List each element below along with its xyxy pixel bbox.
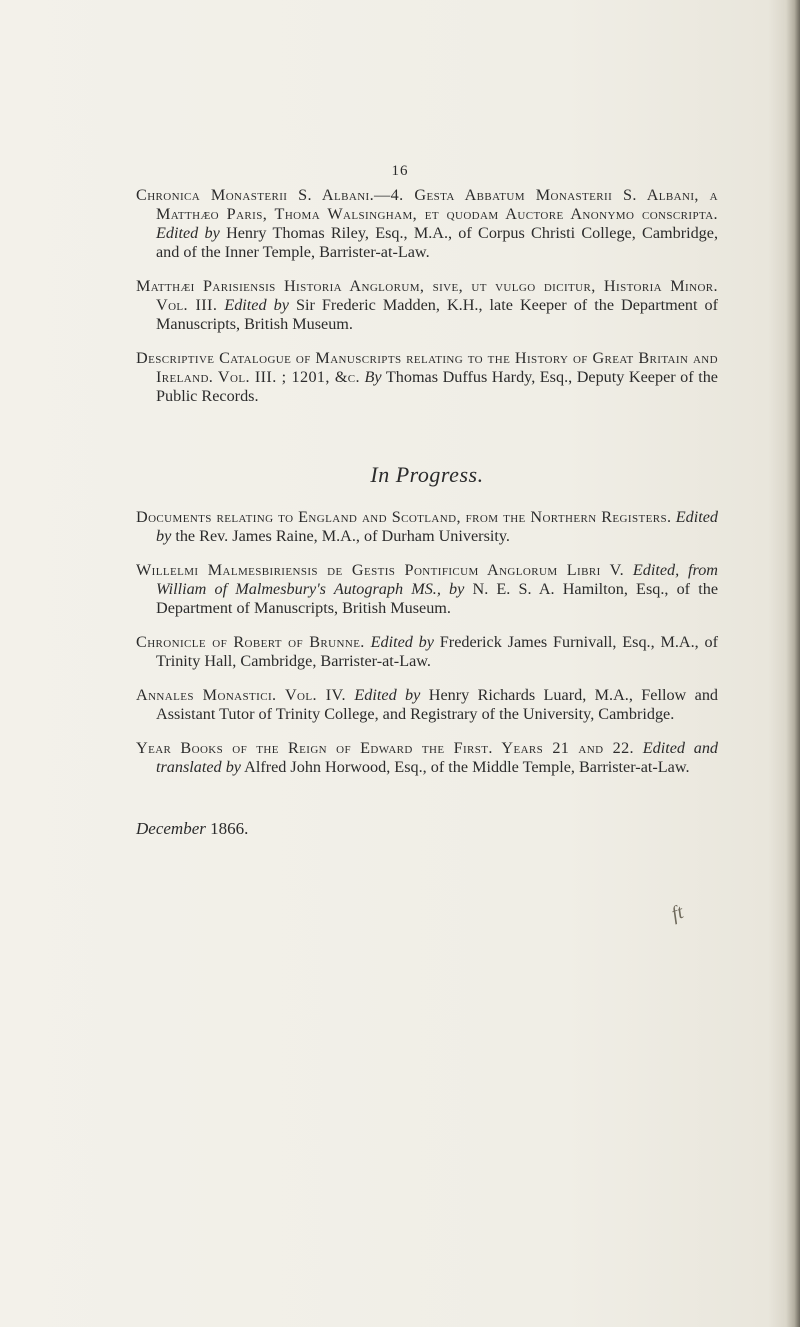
catalogue-content	[136, 186, 718, 839]
entry-editor-label: Edited by	[224, 296, 289, 314]
catalogue-entry	[136, 186, 718, 262]
entry-title: Documents relating to England and Scotland, from the Northern Registers.	[136, 508, 672, 526]
dateline-month: December	[136, 819, 206, 838]
catalogue-entry	[136, 349, 718, 406]
entry-editor-details: Henry Richards Luard, M.A., Fellow and Assistant Tutor of Trinity College, and Registrary of the University, Cambridge.	[156, 686, 719, 723]
entry-title: Chronicle of Robert of Brunne.	[136, 633, 365, 651]
in-progress-entries	[136, 508, 718, 777]
catalogue-entry	[136, 277, 718, 334]
entry-editor-label: Edited, from William of Malmesbury's Autograph MS., by	[156, 561, 718, 598]
entry-editor-details: Alfred John Horwood, Esq., of the Middle Temple, Barrister-at-Law.	[244, 758, 690, 776]
entry-editor-label: Edited by	[156, 224, 220, 242]
catalogue-entry	[136, 561, 718, 618]
entry-editor-label: Edited by	[156, 508, 718, 545]
page-number: 16	[391, 163, 409, 179]
entry-editor-label: Edited and translated by	[156, 739, 719, 776]
entry-title: Chronica Monasterii S. Albani.—4. Gesta Abbatum Monasterii S. Albani, a Matthæo Paris, Thoma Walsingham, et quodam Auctore Anonymo conscripta.	[136, 186, 718, 223]
dateline	[136, 819, 718, 839]
catalogue-entry	[136, 686, 718, 724]
page-edge-shadow	[786, 0, 800, 1327]
entry-editor-details: Thomas Duffus Hardy, Esq., Deputy Keeper of the Public Records.	[156, 368, 718, 405]
entry-editor-details: Henry Thomas Riley, Esq., M.A., of Corpus Christi College, Cambridge, and of the Inner Temple, Barrister-at-Law.	[156, 224, 719, 261]
entry-title: Year Books of the Reign of Edward the First. Years 21 and 22.	[136, 739, 635, 757]
entry-title: Descriptive Catalogue of Manuscripts relating to the History of Great Britain and Ireland. Vol. III. ; 1201, &c.	[136, 349, 718, 386]
entry-title: Annales Monastici. Vol. IV.	[136, 686, 346, 704]
entry-title: Willelmi Malmesbiriensis de Gestis Pontificum Anglorum Libri V.	[136, 561, 625, 579]
entry-editor-details: N. E. S. A. Hamilton, Esq., of the Department of Manuscripts, British Museum.	[156, 580, 719, 617]
catalogue-entry	[136, 739, 718, 777]
entry-title: Matthæi Parisiensis Historia Anglorum, sive, ut vulgo dicitur, Historia Minor. Vol. III.	[136, 277, 718, 314]
entry-editor-label: Edited by	[354, 686, 421, 704]
entry-editor-details: Frederick James Furnivall, Esq., M.A., of Trinity Hall, Cambridge, Barrister-at-Law.	[156, 633, 718, 670]
section-heading: In Progress.	[370, 462, 484, 487]
catalogue-entry	[136, 633, 718, 671]
entry-editor-details: Sir Frederic Madden, K.H., late Keeper of the Department of Manuscripts, British Museum.	[156, 296, 718, 333]
published-entries	[136, 186, 718, 406]
catalogue-entry	[136, 508, 718, 546]
dateline-year: 1866.	[210, 819, 249, 838]
entry-editor-label: Edited by	[370, 633, 434, 651]
handwritten-mark: ft	[668, 900, 687, 926]
entry-editor-details: the Rev. James Raine, M.A., of Durham University.	[175, 527, 510, 545]
entry-editor-label: By	[364, 368, 382, 386]
